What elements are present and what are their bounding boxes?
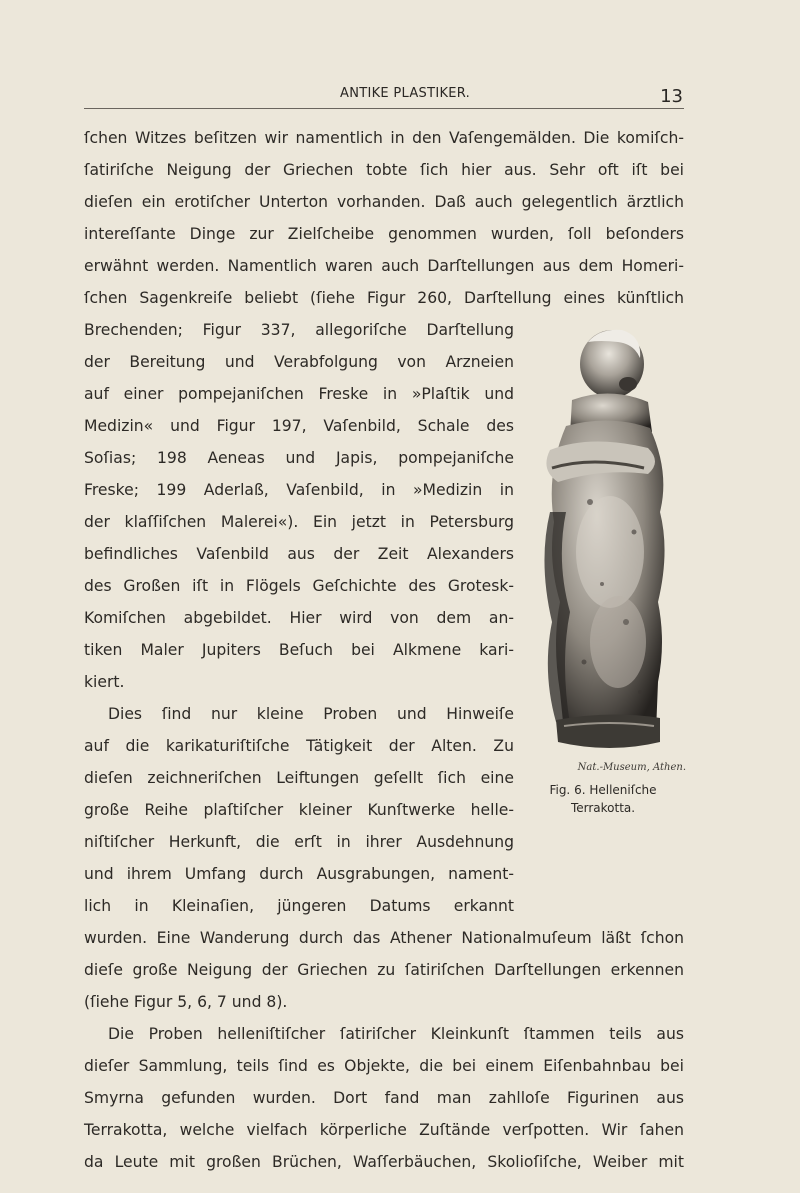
body-line: große Reihe plaſtiſcher kleiner Kunſtwerke helle- [84,801,514,819]
body-line: Die Proben helleniſtiſcher ſatiriſcher Kleinkunſt ſtammen teils aus [108,1025,684,1043]
body-line: Brechenden; Figur 337, allegoriſche Darſtellung [84,321,514,339]
body-line: und ihrem Umfang durch Ausgrabungen, nament- [84,865,514,883]
body-line: der klaſſiſchen Malerei«). Ein jetzt in Petersburg [84,513,514,531]
terracotta-figurine-photo [530,322,686,758]
body-line: ſchen Witzes beſitzen wir namentlich in den Vaſengemälden. Die komiſch- [84,129,684,147]
body-line: erwähnt werden. Namentlich waren auch Darſtellungen aus dem Homeri- [84,257,684,275]
body-line: Dies ſind nur kleine Proben und Hinweiſe [108,705,514,723]
figure-caption-line: Terrakotta. [570,801,636,815]
figure-caption [520,781,686,817]
header-rule [84,108,684,109]
body-line: der Bereitung und Verabfolgung von Arzneien [84,353,514,371]
body-line: Terrakotta, welche vielfach körperliche Zuſtände verſpotten. Wir ſahen [84,1121,684,1139]
body-line: dieſen ein erotiſcher Unterton vorhanden. Daß auch gelegentlich ärztlich [84,193,684,211]
body-line: dieſer Sammlung, teils ſind es Objekte, die bei einem Eiſenbahnbau bei [84,1057,684,1075]
body-line: auf einer pompejaniſchen Freske in »Plaſtik und [84,385,514,403]
body-line: Soſias; 198 Aeneas und Japis, pompejaniſche [84,449,514,467]
figure-caption-line: Fig. 6. Helleniſche [549,783,657,797]
body-line: lich in Kleinaſien, jüngeren Datums erkannt [84,897,514,915]
body-line: kiert. [84,673,125,691]
body-line: ſchen Sagenkreiſe beliebt (ſiehe Figur 260, Darſtellung eines künſtlich [84,289,684,307]
body-line: tiken Maler Jupiters Beſuch bei Alkmene kari- [84,641,514,659]
body-line: wurden. Eine Wanderung durch das Athener Nationalmuſeum läßt ſchon [84,929,684,947]
running-title: ANTIKE PLASTIKER. [340,86,471,101]
body-line: des Großen iſt in Flögels Geſchichte des Grotesk- [84,577,514,595]
body-line: Smyrna gefunden wurden. Dort fand man zahlloſe Figurinen aus [84,1089,684,1107]
body-line: dieſen zeichneriſchen Leiftungen geſellt ſich eine [84,769,514,787]
body-line: da Leute mit großen Brüchen, Waſſerbäuchen, Skolioſiſche, Weiber mit [84,1153,684,1171]
body-line: niſtiſcher Herkunft, die erſt in ihrer Ausdehnung [84,833,514,851]
page-number: 13 [660,86,683,107]
body-line: (ſiehe Figur 5, 6, 7 und 8). [84,993,288,1011]
body-line: Komiſchen abgebildet. Hier wird von dem an- [84,609,514,627]
body-line: Medizin« und Figur 197, Vaſenbild, Schale des [84,417,514,435]
body-line: intereſſante Dinge zur Zielſcheibe genommen wurden, ſoll beſonders [84,225,684,243]
body-line: ſatiriſche Neigung der Griechen tobte ſich hier aus. Sehr oft iſt bei [84,161,684,179]
body-line: auf die karikaturiſtiſche Tätigkeit der Alten. Zu [84,737,514,755]
body-line: befindliches Vaſenbild aus der Zeit Alexanders [84,545,514,563]
body-line: dieſe große Neigung der Griechen zu ſatiriſchen Darſtellungen erkennen [84,961,684,979]
body-line: Freske; 199 Aderlaß, Vaſenbild, in »Medizin in [84,481,514,499]
photo-credit: Nat.-Museum, Athen. [577,762,686,773]
